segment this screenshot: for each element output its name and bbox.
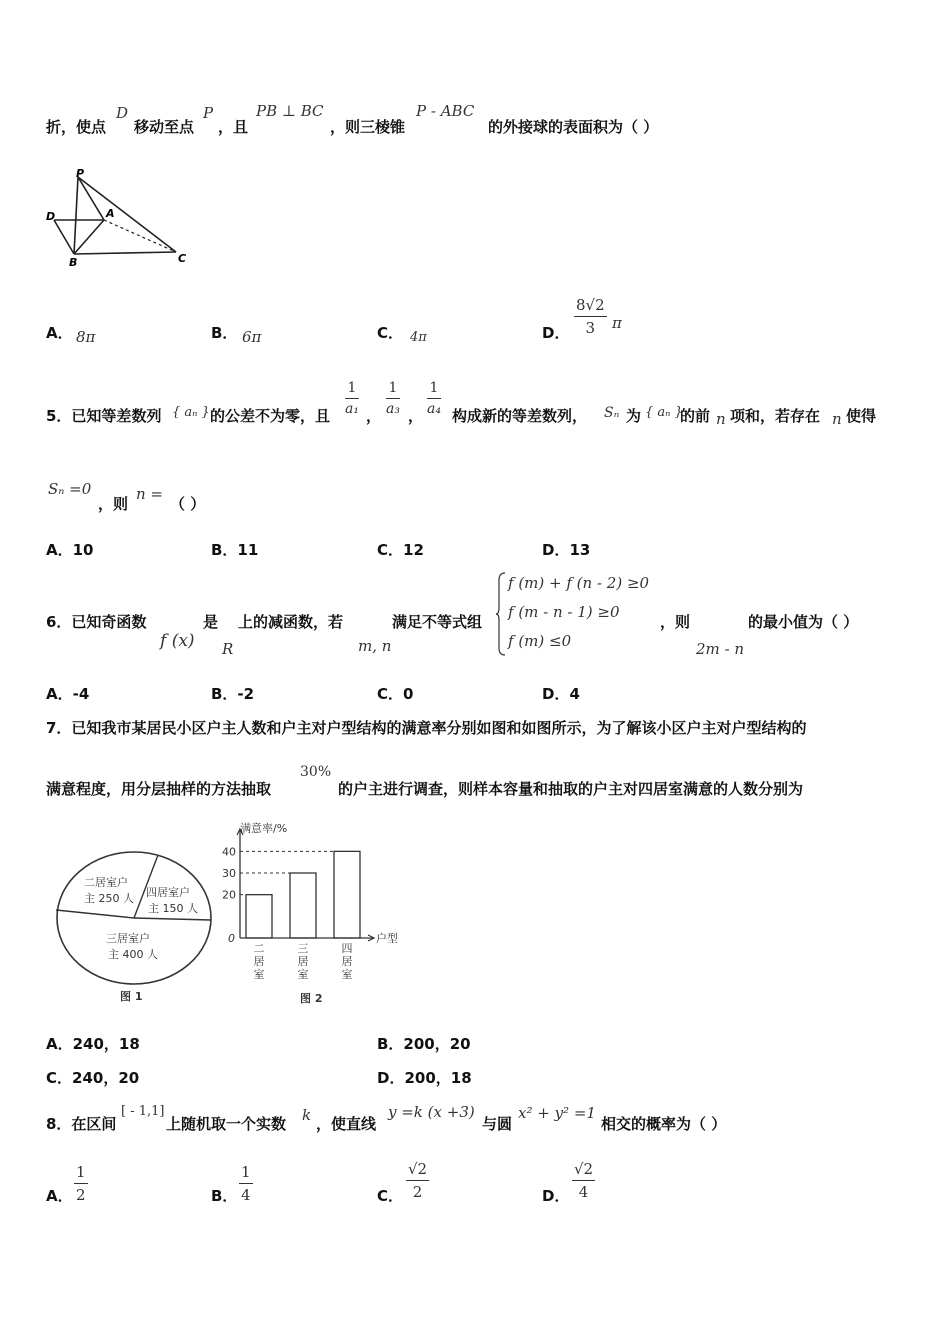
fig-label-p: P	[76, 168, 85, 180]
q8-line: y =k (x +3)	[388, 1103, 475, 1121]
q8-text-3: ，使直线	[316, 1115, 377, 1133]
q5-text-2: 的公差不为零，且	[210, 407, 331, 425]
pie-label-2a: 四居室户	[146, 886, 190, 899]
q4-text-2: 移动至点	[134, 118, 195, 136]
q7-bar-chart	[218, 820, 408, 1010]
bar-chart-caption: 图 2	[300, 992, 323, 1005]
q6-option-d: D．4	[542, 685, 580, 703]
q6-brace	[496, 572, 506, 656]
q8-option-a-letter: A．	[46, 1187, 73, 1205]
q4-option-a-letter: A．	[46, 324, 73, 342]
q5-frac-3-den: a₄	[427, 401, 441, 417]
q8-circle: x² + y² =1	[518, 1104, 596, 1122]
q6-r: R	[222, 640, 234, 658]
q8-option-b-letter: B．	[211, 1187, 238, 1205]
q5-equation: Sₙ =0	[48, 480, 92, 498]
q7-option-a: A．240，18	[46, 1035, 140, 1053]
q8-option-b-fraction	[239, 1163, 253, 1204]
q7-text-1: 满意程度，用分层抽样的方法抽取	[46, 780, 272, 798]
q8-option-d-den: 4	[578, 1183, 589, 1201]
y-tick-3: 40	[222, 845, 236, 859]
q5-n-1: n	[716, 410, 726, 428]
q5-text-7: 使得	[846, 407, 877, 425]
pie-label-1b: 主 250 人	[84, 892, 134, 905]
x-tick-1-char-3: 室	[253, 968, 265, 981]
edge-db	[54, 220, 74, 254]
bar-3	[334, 851, 360, 938]
q8-text-5: 相交的概率为（ ）	[601, 1115, 727, 1133]
q4-pyramid: P - ABC	[416, 102, 475, 120]
edge-bc	[74, 252, 176, 254]
q8-option-d-num: √2	[574, 1160, 594, 1178]
q5-option-d: D．13	[542, 541, 591, 559]
q4-text-5: 的外接球的表面积为（ ）	[488, 118, 659, 136]
edge-pa-dashed	[78, 177, 104, 220]
q4-option-d-tail: π	[612, 314, 622, 332]
origin-label: 0	[228, 932, 235, 945]
q6-expression: 2m - n	[696, 640, 745, 658]
q7-option-c: C．240，20	[46, 1069, 140, 1087]
q5-text-8: ，则	[98, 495, 129, 513]
fig-label-b: B	[69, 256, 78, 268]
q4-option-c-letter: C．	[377, 324, 404, 342]
pie-label-3b: 主 400 人	[108, 948, 158, 961]
q7-text-2: 的户主进行调查，则样本容量和抽取的户主对四居室满意的人数分别为	[338, 780, 804, 798]
x-tick-1-char-1: 二	[253, 942, 265, 955]
q6-option-b: B．-2	[211, 685, 255, 703]
q4-pyramid-figure	[44, 168, 194, 268]
x-tick-3-char-1: 四	[341, 942, 353, 955]
edge-ab	[74, 220, 104, 254]
bar-1	[246, 895, 272, 938]
q8-option-a-fraction	[74, 1163, 88, 1204]
x-tick-2-char-2: 居	[297, 955, 309, 968]
q4-point-p: P	[203, 104, 214, 122]
q6-mn: m, n	[358, 637, 392, 655]
q5-frac-1	[345, 380, 359, 417]
pie-label-3a: 三居室户	[106, 932, 150, 945]
q5-sequence: { aₙ }	[172, 405, 210, 420]
q7-option-b: B．200，20	[377, 1035, 471, 1053]
q4-text-1: 折，使点	[46, 118, 107, 136]
q5-sequence-2: { aₙ }	[645, 405, 683, 420]
q8-option-d-letter: D．	[542, 1187, 570, 1205]
q8-option-a-num: 1	[76, 1163, 86, 1181]
q4-option-d-fraction	[574, 296, 607, 337]
q4-option-a-value: 8π	[76, 328, 96, 346]
q4-option-d-den: 3	[585, 319, 596, 337]
q8-k: k	[302, 1106, 312, 1124]
q5-frac-3-num: 1	[429, 380, 439, 396]
q5-frac-1-num: 1	[347, 380, 357, 396]
q4-text-3: ，且	[218, 118, 249, 136]
x-axis-label: 户型	[376, 932, 398, 945]
q4-option-c-value: 4π	[410, 330, 427, 345]
q5-sn: Sₙ	[604, 405, 620, 421]
q5-option-a: A．10	[46, 541, 94, 559]
x-tick-2-char-3: 室	[297, 968, 309, 981]
x-tick-3-char-3: 室	[341, 968, 353, 981]
q4-option-b-value: 6π	[242, 328, 262, 346]
q6-text-1: 6．已知奇函数	[46, 613, 147, 631]
q5-text-9: （ ）	[170, 495, 206, 513]
q5-option-b: B．11	[211, 541, 259, 559]
q7-pie-figure	[50, 838, 220, 1008]
q8-text-1: 8．在区间	[46, 1115, 117, 1133]
q8-interval: [ - 1,1]	[121, 1104, 165, 1119]
q5-option-c: C．12	[377, 541, 424, 559]
y-tick-2: 30	[222, 867, 236, 880]
fig-label-d: D	[46, 210, 56, 223]
q6-option-c: C．0	[377, 685, 414, 703]
q4-condition: PB ⊥ BC	[256, 102, 324, 120]
q5-n-eq: n =	[136, 485, 163, 503]
q5-comma-1: ，	[366, 407, 382, 425]
q6-text-5: ，则	[660, 613, 691, 631]
q5-comma-2: ，	[408, 407, 424, 425]
x-tick-1-char-2: 居	[253, 955, 265, 968]
q6-text-3: 上的减函数，若	[238, 613, 344, 631]
y-tick-1: 20	[222, 888, 236, 902]
q6-option-a: A．-4	[46, 685, 90, 703]
q8-option-c-letter: C．	[377, 1187, 404, 1205]
q8-option-c-num: √2	[408, 1160, 428, 1178]
q6-inequality-3: f (m) ≤0	[508, 632, 572, 650]
q6-text-6: 的最小值为（ ）	[748, 613, 859, 631]
q5-frac-2	[386, 380, 400, 417]
x-tick-2-char-1: 三	[297, 942, 309, 955]
q8-option-d-fraction	[572, 1160, 595, 1201]
q8-option-c-den: 2	[412, 1183, 423, 1201]
q8-option-b-num: 1	[241, 1163, 251, 1181]
q7-option-d: D．200，18	[377, 1069, 472, 1087]
q6-text-2: 是	[203, 613, 219, 631]
q6-inequality-1: f (m) + f (n - 2) ≥0	[508, 574, 650, 592]
fig-label-a: A	[106, 207, 115, 220]
y-axis-label: 满意率/%	[240, 822, 288, 835]
q4-option-d-num: 8√2	[576, 296, 605, 314]
pie-label-1a: 二居室户	[84, 876, 128, 889]
q6-text-4: 满足不等式组	[392, 613, 483, 631]
q5-frac-1-den: a₁	[345, 401, 359, 417]
q8-option-b-den: 4	[241, 1186, 251, 1204]
pie-label-2b: 主 150 人	[148, 902, 198, 915]
fig-label-c: C	[178, 252, 187, 265]
q4-option-d-letter: D．	[542, 324, 570, 342]
q5-text-4: 为	[626, 407, 642, 425]
q6-function: f (x)	[160, 631, 195, 651]
q5-frac-3	[427, 380, 441, 417]
q5-frac-2-num: 1	[388, 380, 398, 396]
q4-option-b-letter: B．	[211, 324, 238, 342]
q8-option-c-fraction	[406, 1160, 429, 1201]
q4-text-4: ，则三棱锥	[330, 118, 406, 136]
q5-text-1: 5．已知等差数列	[46, 407, 162, 425]
q4-point-d: D	[116, 104, 129, 122]
q7-line-1: 7．已知我市某居民小区户主人数和户主对户型结构的满意率分别如图和如图所示，为了解该小区户主对户型结构的	[46, 719, 807, 737]
q8-text-4: 与圆	[482, 1115, 513, 1133]
x-tick-3-char-2: 居	[341, 955, 353, 968]
pie-divider-1	[56, 910, 134, 918]
edge-pb	[74, 177, 78, 254]
bar-2	[290, 873, 316, 938]
q5-frac-2-den: a₃	[386, 401, 400, 417]
q8-option-a-den: 2	[76, 1186, 86, 1204]
q5-text-3: 构成新的等差数列，	[452, 407, 588, 425]
q8-text-2: 上随机取一个实数	[166, 1115, 287, 1133]
edge-pc	[78, 177, 176, 252]
q5-text-6: 项和，若存在	[730, 407, 821, 425]
pie-caption: 图 1	[120, 990, 143, 1003]
q6-inequality-2: f (m - n - 1) ≥0	[508, 603, 620, 621]
pie-divider-3	[134, 918, 211, 920]
q7-percent: 30%	[300, 764, 332, 780]
q5-text-5: 的前	[680, 407, 711, 425]
q5-n-2: n	[832, 410, 842, 428]
